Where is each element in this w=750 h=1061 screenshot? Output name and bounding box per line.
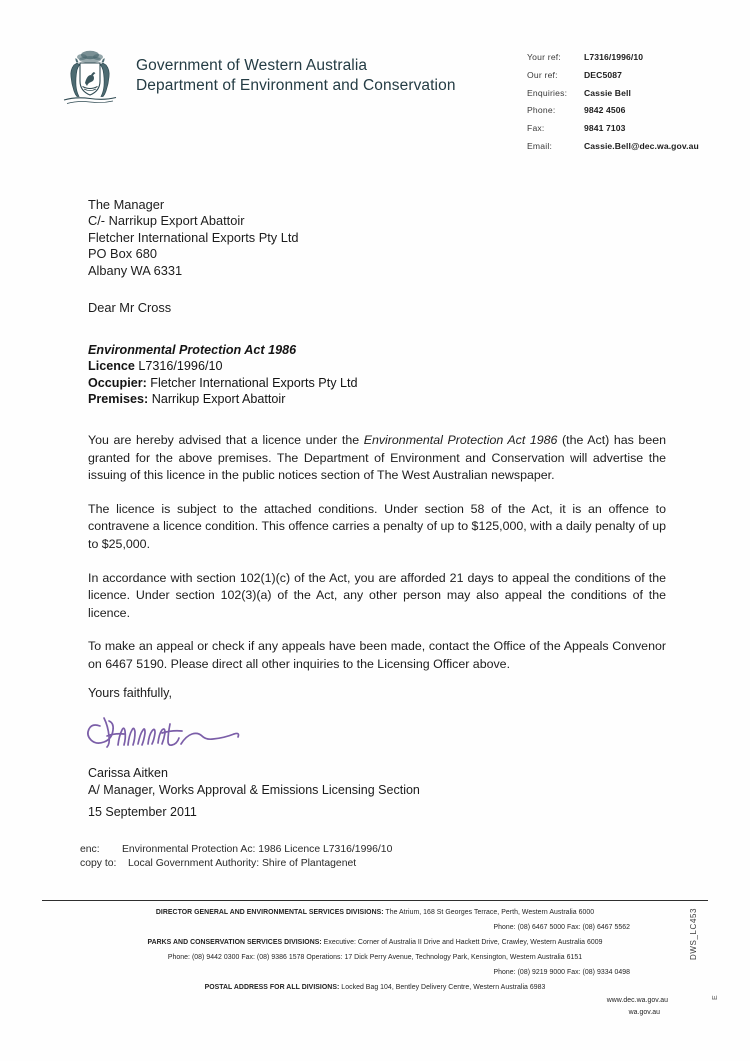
addressee-block	[88, 197, 299, 279]
footer-block	[42, 906, 708, 1018]
footer-parks-heading: PARKS AND CONSERVATION SERVICES DIVISIONS:	[147, 938, 322, 946]
body-paragraph-1	[88, 432, 666, 485]
email-label: Email:	[527, 140, 553, 151]
phone-label: Phone:	[527, 105, 556, 116]
signatory-block	[88, 765, 420, 798]
footer-line-ops-phone: Phone: (08) 9219 9000 Fax: (08) 9334 0498	[493, 968, 630, 976]
email-value: Cassie.Bell@dec.wa.gov.au	[584, 140, 699, 151]
your-ref-value: L7316/1996/10	[584, 52, 644, 62]
body-paragraph-2: The licence is subject to the attached conditions. Under section 58 of the Act, it is an offence to contravene a licence condition. This offence carries a penalty of up to $125,000, with a daily penalty of up to $25,000.	[88, 501, 666, 551]
signature-date: 15 September 2011	[88, 805, 197, 819]
subject-licence-number: L7316/1996/10	[138, 359, 223, 374]
salutation: Dear Mr Cross	[88, 300, 172, 315]
document-side-marker: E	[712, 995, 719, 1000]
our-ref-label: Our ref:	[527, 69, 558, 80]
phone-value: 9842 4506	[584, 105, 626, 116]
enquiries-value: Cassie Bell	[584, 87, 631, 98]
body-paragraph-3: In accordance with section 102(1)(c) of the Act, you are afforded 21 days to appeal the conditions of the licence. Under section 102(3)(a) of the Act, any other person may also appeal the conditions of the licence.	[88, 570, 666, 620]
footer-dg-address: The Atrium, 168 St Georges Terrace, Perth, Western Australia 6000	[383, 909, 595, 916]
subject-premises-line	[88, 391, 358, 407]
wa-state-crest-icon	[58, 48, 122, 110]
enclosure-label: enc:	[80, 844, 100, 855]
fax-label: Fax:	[527, 123, 545, 134]
footer-website-dec[interactable]: www.dec.wa.gov.au	[606, 997, 668, 1005]
subject-licence-line	[88, 358, 358, 374]
enclosure-block	[80, 843, 392, 871]
footer-divider	[42, 900, 708, 901]
footer-postal-address: Locked Bag 104, Bentley Delivery Centre, Western Australia 6983	[339, 983, 546, 991]
subject-occupier-label: Occupier:	[88, 375, 147, 390]
reference-block	[527, 53, 699, 160]
body-p1-part-b: (the Act) has been granted for the above premises. The Department of Environment and Conservation will advertise the issuing of this licence in the public notices section of The West Australian newspaper.	[88, 433, 666, 483]
footer-line-parks-phone: Phone: (08) 9442 0300 Fax: (08) 9386 1578 Operations: 17 Dick Perry Avenue, Technology Park, Kensington, Western Australia 6151	[167, 953, 583, 961]
addressee-line-2: C/- Narrikup Export Abattoir	[88, 213, 245, 229]
addressee-line-4: PO Box 680	[88, 246, 158, 262]
subject-occupier-value: Fletcher International Exports Pty Ltd	[150, 375, 358, 390]
addressee-line-3: Fletcher International Exports Pty Ltd	[88, 229, 299, 245]
addressee-line-5: Albany WA 6331	[88, 262, 183, 278]
letterhead-title	[136, 48, 456, 97]
enclosure-value: Environmental Protection Ac: 1986 Licence L7316/1996/10	[122, 844, 393, 855]
reference-row-email	[527, 142, 699, 151]
subject-premises-value: Narrikup Export Abattoir	[151, 391, 286, 406]
reference-row-your-ref	[527, 53, 699, 62]
reference-row-fax	[527, 124, 699, 133]
copy-to-row	[80, 857, 392, 871]
reference-row-phone	[527, 106, 699, 115]
subject-occupier-line	[88, 375, 358, 391]
fax-value: 9841 7103	[584, 123, 626, 134]
body-paragraph-4: To make an appeal or check if any appeals have been made, contact the Office of the Appeals Convenor on 6467 5190. Please direct all other inquiries to the Licensing Officer above.	[88, 639, 666, 671]
enquiries-label: Enquiries:	[527, 87, 568, 98]
closing-salutation: Yours faithfully,	[88, 686, 173, 700]
our-ref-value: DEC5087	[584, 69, 622, 80]
footer-line-director-general	[42, 906, 708, 921]
footer-postal-heading: POSTAL ADDRESS FOR ALL DIVISIONS:	[204, 983, 340, 991]
government-name: Government of Western Australia	[136, 57, 368, 74]
your-ref-label: Your ref:	[527, 52, 561, 62]
addressee-line-1: The Manager	[88, 197, 165, 212]
letter-body	[88, 432, 666, 690]
handwritten-signature-icon	[82, 714, 257, 760]
reference-row-our-ref	[527, 71, 699, 80]
reference-row-enquiries	[527, 89, 699, 98]
letterhead	[58, 48, 456, 110]
signatory-name: Carissa Aitken	[88, 766, 168, 780]
copy-to-value: Local Government Authority: Shire of Plantagenet	[128, 858, 357, 870]
enclosure-row	[80, 843, 392, 857]
subject-act-title: Environmental Protection Act 1986	[88, 343, 297, 357]
copy-to-label: copy to:	[80, 858, 117, 870]
subject-premises-label: Premises:	[88, 391, 149, 406]
footer-line-postal	[42, 981, 708, 996]
footer-dg-heading: DIRECTOR GENERAL AND ENVIRONMENTAL SERVICES DIVISIONS:	[155, 909, 384, 916]
footer-line-dg-phone: Phone: (08) 6467 5000 Fax: (08) 6467 5562	[493, 923, 630, 931]
document-side-code: DWS_LC453	[689, 907, 698, 960]
subject-licence-label: Licence	[88, 359, 135, 374]
footer-website-wa[interactable]: wa.gov.au	[628, 1009, 660, 1017]
department-name: Department of Environment and Conservation	[136, 77, 456, 95]
signatory-title: A/ Manager, Works Approval & Emissions Licensing Section	[88, 782, 420, 797]
body-p1-part-a: You are hereby advised that a licence under the	[88, 433, 364, 447]
footer-parks-address: Executive: Corner of Australia II Drive and Hackett Drive, Crawley, Western Australia 6009	[321, 938, 603, 946]
body-p1-act-title: Environmental Protection Act 1986	[363, 433, 558, 447]
footer-line-parks	[42, 936, 708, 951]
subject-block	[88, 342, 358, 407]
